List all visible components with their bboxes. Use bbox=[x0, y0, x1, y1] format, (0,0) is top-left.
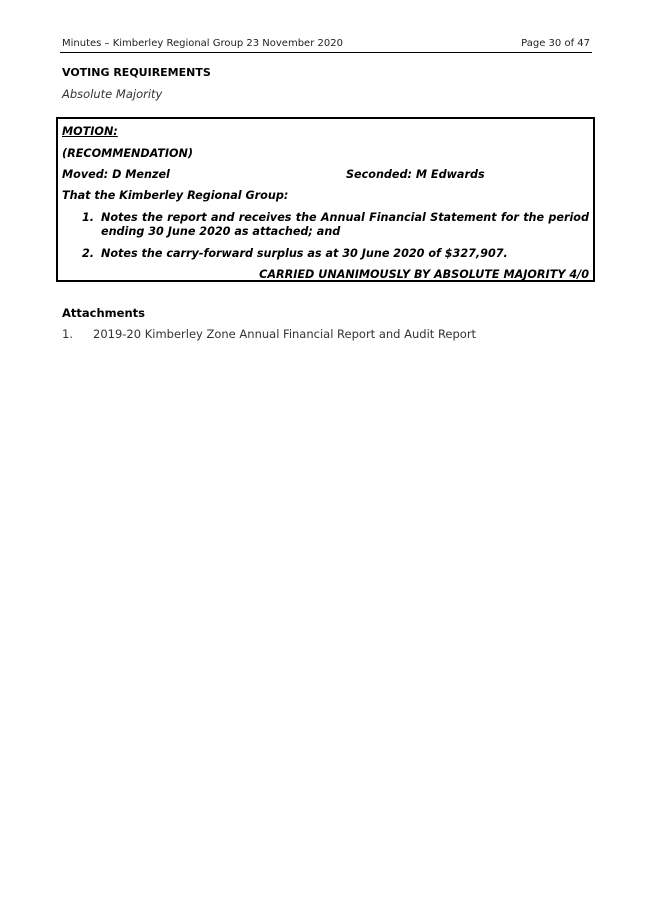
page-header bbox=[60, 38, 592, 53]
attachment-item-number: 1. bbox=[62, 327, 73, 341]
motion-recommendation: (RECOMMENDATION) bbox=[62, 147, 194, 160]
motion-item bbox=[82, 211, 589, 239]
motion-item-number: 2. bbox=[82, 247, 95, 260]
motion-moved-seconded-row bbox=[62, 168, 582, 181]
motion-item bbox=[82, 247, 589, 261]
motion-moved: Moved: D Menzel bbox=[62, 168, 170, 181]
motion-result: CARRIED UNANIMOUSLY BY ABSOLUTE MAJORITY 4/0 bbox=[259, 268, 589, 281]
motion-item-text: Notes the report and receives the Annual Financial Statement for the period ending 30 June 2020 as attached; and bbox=[101, 211, 589, 238]
motion-box bbox=[56, 117, 595, 282]
motion-item-number: 1. bbox=[82, 211, 95, 224]
voting-requirements-heading: VOTING REQUIREMENTS bbox=[62, 66, 211, 79]
attachments-heading: Attachments bbox=[62, 306, 145, 320]
attachment-item-text: 2019-20 Kimberley Zone Annual Financial Report and Audit Report bbox=[93, 327, 477, 341]
header-document-title: Minutes – Kimberley Regional Group 23 November 2020 bbox=[62, 38, 343, 49]
motion-intro: That the Kimberley Regional Group: bbox=[62, 189, 289, 202]
voting-requirements-value: Absolute Majority bbox=[62, 87, 163, 101]
motion-seconded: Seconded: M Edwards bbox=[346, 168, 485, 181]
motion-title: MOTION: bbox=[62, 125, 118, 138]
motion-item-text: Notes the carry-forward surplus as at 30 June 2020 of $327,907. bbox=[101, 247, 508, 260]
attachment-item bbox=[62, 327, 476, 341]
header-page-number: Page 30 of 47 bbox=[521, 38, 590, 49]
